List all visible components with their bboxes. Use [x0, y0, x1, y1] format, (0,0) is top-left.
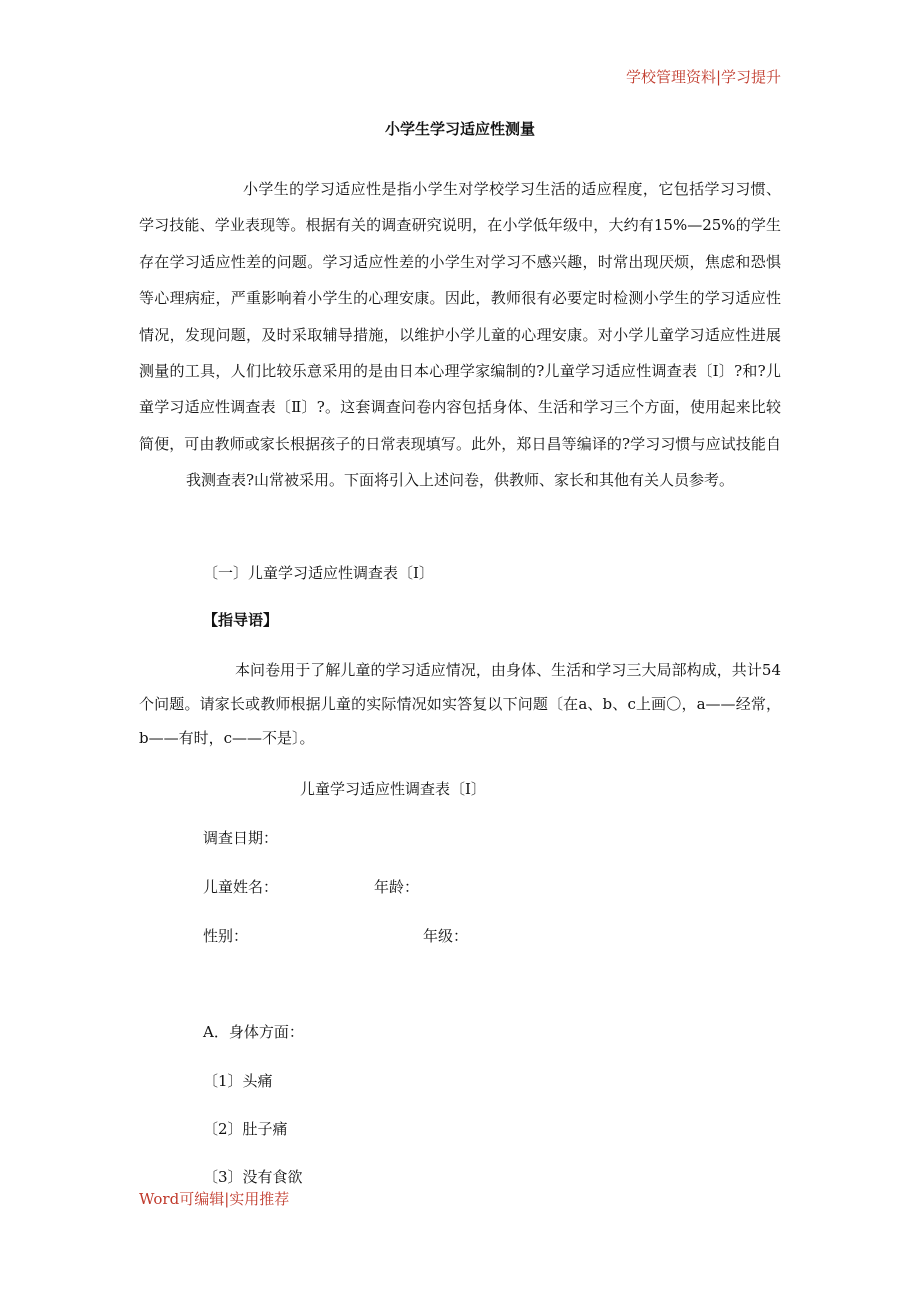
field-gender-label: 性别：: [203, 927, 249, 945]
intro-paragraph: 小学生的学习适应性是指小学生对学校学习生活的适应程度，它包括学习习惯、学习技能、学业表现等。根据有关的调查研究说明，在小学低年级中，大约有15%—25%的学生存在学习适应性差的问题。学习适应性差的小学生对学习不感兴趣，时常出现厌烦，焦虑和恐惧等心理病症，严重影响着小学生的心理安康。因此，教师很有必要定时检测小学生的学习适应性情况，发现问题，及时采取辅导措施，以维护小学儿童的心理安康。对小学儿童学习适应性进展测量的工具，人们比较乐意采用的是由日本心理学家编制的?儿童学习适应性调查表〔Ⅰ〕?和?儿童学习适应性调查表〔Ⅱ〕?。这套调查问卷内容包括身体、生活和学习三个方面，使用起来比较简便，可由教师或家长根据孩子的日常表现填写。此外，郑日昌等编译的?学习习惯与应试技能自我测查表?山常被采用。下面将引入上述问卷，供教师、家长和其他有关人员参考。: [139, 180, 781, 490]
section-heading: 〔一〕儿童学习适应性调查表〔Ⅰ〕: [203, 564, 434, 582]
field-name-label: 儿童姓名：: [203, 878, 279, 896]
list-item: 〔3〕没有食欲: [203, 1168, 303, 1186]
part-a-heading: A．身体方面：: [203, 1023, 304, 1041]
document-title: 小学生学习适应性测量: [384, 120, 535, 138]
guide-paragraph: 本问卷用于了解儿童的学习适应情况，由身体、生活和学习三大局部构成，共计54个问题。请家长或教师根据儿童的实际情况如实答复以下问题〔在a、b、c上画〇，a——经常，b——有时，c——不是〕。: [139, 661, 781, 747]
list-item: 〔2〕肚子痛: [203, 1120, 288, 1138]
field-age-label: 年龄：: [374, 878, 420, 896]
footer-note: Word可编辑|实用推荐: [139, 1190, 290, 1208]
list-item: 〔1〕头痛: [203, 1072, 273, 1090]
field-date-label: 调查日期：: [203, 829, 279, 847]
guide-heading: 【指导语】: [203, 611, 279, 629]
field-grade-label: 年级：: [423, 927, 469, 945]
header-note: 学校管理资料|学习提升: [625, 68, 781, 86]
form-title: 儿童学习适应性调查表〔Ⅰ〕: [300, 780, 486, 798]
